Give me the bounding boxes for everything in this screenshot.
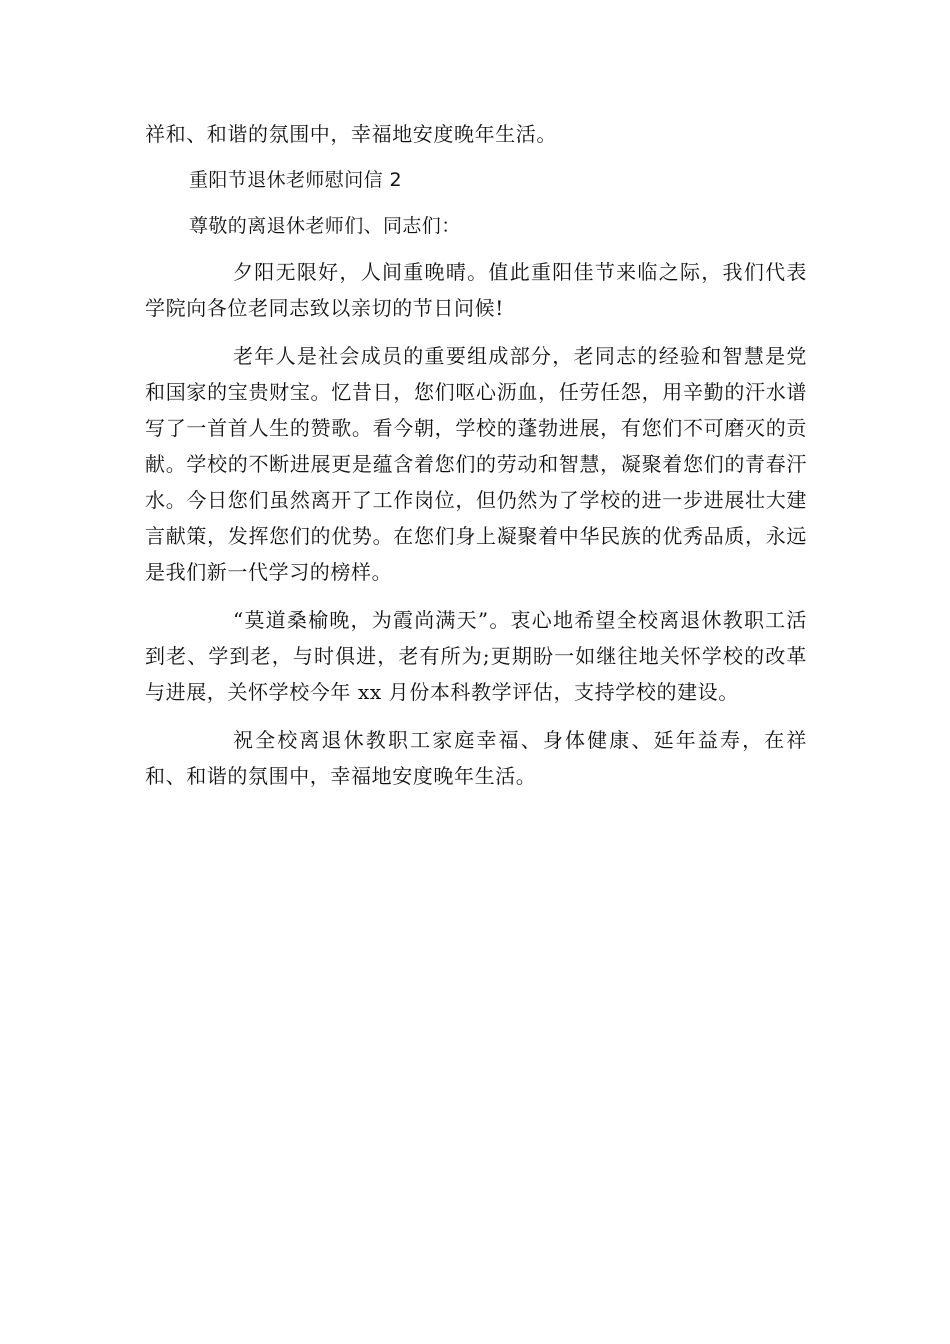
continuation-line: 祥和、和谐的氛围中，幸福地安度晚年生活。 bbox=[145, 122, 557, 146]
letter-title: 重阳节退休老师慰问信 2 bbox=[189, 169, 402, 191]
letter-salutation: 尊敬的离退休老师们、同志们： bbox=[189, 215, 461, 237]
document-body bbox=[145, 116, 807, 794]
paragraph-4: 祝全校离退休教职工家庭幸福、身体健康、延年益寿，在祥和、和谐的氛围中，幸福地安度晚年生活。 bbox=[145, 728, 807, 788]
paragraph-2: 老年人是社会成员的重要组成部分，老同志的经验和智慧是党和国家的宝贵财宝。忆昔日，您们呕心沥血，任劳任怨，用辛勤的汗水谱写了一首首人生的赞歌。看今朝，学校的蓬勃进展，有您们不可磨灭的贡献。学校的不断进展更是蕴含着您们的劳动和智慧，凝聚着您们的青春汗水。今日您们虽然离开了工作岗位，但仍然为了学校的进一步进展壮大建言献策，发挥您们的优势。在您们身上凝聚着中华民族的优秀品质，永远是我们新一代学习的榜样。 bbox=[145, 344, 807, 584]
paragraph-1: 夕阳无限好，人间重晚晴。值此重阳佳节来临之际，我们代表学院向各位老同志致以亲切的节日问候! bbox=[145, 260, 807, 320]
paragraph-3: “莫道桑榆晚，为霞尚满天”。衷心地希望全校离退休教职工活到老、学到老，与时俱进，老有所为;更期盼一如继往地关怀学校的改革与进展，关怀学校今年 xx 月份本科教学评估，支持学校的建设。 bbox=[145, 608, 807, 704]
